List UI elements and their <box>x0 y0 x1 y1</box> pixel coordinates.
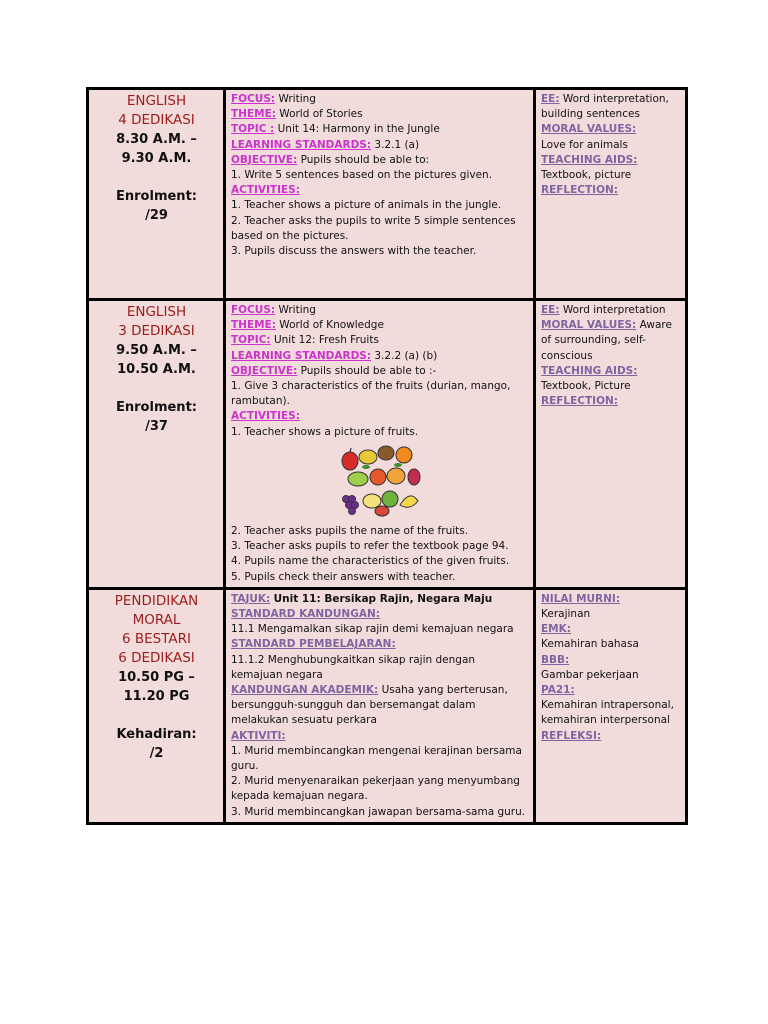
ee-value: Word interpretation, building sentences <box>541 93 669 121</box>
activity-item: 2. Teacher asks pupils the name of the fruits. <box>231 525 469 538</box>
reflection-label: REFLECTION: <box>541 395 618 408</box>
activity-item: 3. Murid membincangkan jawapan bersama-sama guru. <box>231 805 526 818</box>
learning-standards-value: 3.2.1 (a) <box>374 138 420 151</box>
start-time: 10.50 PG – <box>118 669 195 685</box>
moral-values-value: Love for animals <box>541 138 628 151</box>
activity-item: 2. Murid menyenaraikan pekerjaan yang menyumbang kepada kemajuan negara. <box>231 775 520 803</box>
attendance-value: /2 <box>149 745 164 761</box>
aktiviti-label: AKTIVITI: <box>231 729 286 742</box>
class-info-cell <box>88 588 225 823</box>
theme-label: THEME: <box>231 108 276 121</box>
theme-value: World of Stories <box>279 108 363 121</box>
activity-item: 1. Teacher shows a picture of animals in the jungle. <box>231 199 502 212</box>
pa21-value: Kemahiran intrapersonal, kemahiran interpersonal <box>541 699 674 727</box>
values-cell <box>535 300 687 589</box>
objective-label: OBJECTIVE: <box>231 153 298 166</box>
enrolment-label: Enrolment: <box>116 400 197 415</box>
refleksi-label: REFLEKSI: <box>541 729 602 742</box>
start-time: 9.50 A.M. – <box>116 343 197 358</box>
class-name: 6 BESTARI <box>121 630 192 647</box>
emk-value: Kemahiran bahasa <box>541 638 639 651</box>
lesson-content-cell <box>225 89 535 300</box>
focus-label: FOCUS: <box>231 304 276 316</box>
nilai-murni-value: Kerajinan <box>541 608 591 621</box>
teaching-aids-value: Textbook, Picture <box>541 380 631 393</box>
activity-item: 1. Murid membincangkan mengenai kerajinan bersama guru. <box>231 744 522 773</box>
objective-value: Pupils should be able to :- <box>300 364 437 377</box>
standard-pembelajaran-label: STANDARD PEMBELAJARAN: <box>231 638 396 651</box>
theme-label: THEME: <box>231 319 276 332</box>
enrolment-value: /29 <box>145 208 168 223</box>
ee-label: EE: <box>541 304 560 316</box>
focus-label: FOCUS: <box>231 93 276 105</box>
topic-label: TOPIC : <box>231 123 275 136</box>
fruit-basket-icon <box>231 443 529 522</box>
bbb-value: Gambar pekerjaan <box>541 668 639 681</box>
values-cell <box>535 588 687 823</box>
lesson-content-cell <box>225 588 535 823</box>
lesson-plan-table <box>86 87 688 825</box>
activity-item: 3. Pupils discuss the answers with the teacher. <box>231 245 477 258</box>
pa21-label: PA21: <box>541 684 575 697</box>
values-cell <box>535 89 687 300</box>
moral-values-label: MORAL VALUES: <box>541 319 637 332</box>
learning-standards-value: 3.2.2 (a) (b) <box>374 349 438 362</box>
reflection-label: REFLECTION: <box>541 184 618 197</box>
lesson-row-english-3-dedikasi <box>88 300 687 589</box>
theme-value: World of Knowledge <box>279 319 384 332</box>
nilai-murni-label: NILAI MURNI: <box>541 592 621 605</box>
moral-values-label: MORAL VALUES: <box>541 123 637 136</box>
enrolment-value: /37 <box>145 419 168 434</box>
start-time: 8.30 A.M. – <box>116 132 197 147</box>
subject-name: MORAL <box>132 611 181 628</box>
activity-item: 5. Pupils check their answers with teacher. <box>231 570 456 583</box>
subject-name: ENGLISH <box>126 304 187 320</box>
teaching-aids-label: TEACHING AIDS: <box>541 153 638 166</box>
end-time: 9.30 A.M. <box>121 151 192 166</box>
kandungan-akademik-label: KANDUNGAN AKADEMIK: <box>231 684 379 697</box>
kandungan-akademik-value: Usaha yang berterusan, bersungguh-sungguh dan bersemangat dalam melakukan sesuatu perkara <box>231 684 508 727</box>
emk-label: EMK: <box>541 623 571 636</box>
class-info-cell <box>88 89 225 300</box>
objective-value: Pupils should be able to: <box>300 153 430 166</box>
topic-label: TOPIC: <box>231 334 271 347</box>
attendance-label: Kehadiran: <box>116 726 197 742</box>
focus-value: Writing <box>278 93 316 105</box>
ee-label: EE: <box>541 93 560 105</box>
tajuk-label: TAJUK: <box>231 592 271 605</box>
class-info-cell <box>88 300 225 589</box>
subject-name: PENDIDIKAN <box>114 592 199 609</box>
lesson-row-english-4-dedikasi <box>88 89 687 300</box>
objective-label: OBJECTIVE: <box>231 364 298 377</box>
lesson-row-pendidikan-moral <box>88 588 687 823</box>
activities-label: ACTIVITIES: <box>231 410 300 423</box>
objective-item: 1. Give 3 characteristics of the fruits (durian, mango, rambutan). <box>231 380 511 408</box>
lesson-content-cell <box>225 300 535 589</box>
activity-item: 3. Teacher asks pupils to refer the textbook page 94. <box>231 540 509 553</box>
end-time: 10.50 A.M. <box>117 362 196 377</box>
moral-values-value: Aware of surrounding, self-conscious <box>541 319 672 362</box>
activity-item: 1. Teacher shows a picture of fruits. <box>231 425 419 438</box>
activity-item: 2. Teacher asks the pupils to write 5 simple sentences based on the pictures. <box>231 214 516 242</box>
standard-kandungan-value: 11.1 Mengamalkan sikap rajin demi kemajuan negara <box>231 623 514 636</box>
activity-item: 4. Pupils name the characteristics of the given fruits. <box>231 555 510 568</box>
teaching-aids-value: Textbook, picture <box>541 169 632 182</box>
class-name: 4 DEDIKASI <box>118 112 195 128</box>
class-name: 6 DEDIKASI <box>118 649 195 666</box>
topic-value: Unit 12: Fresh Fruits <box>273 334 379 347</box>
learning-standards-label: LEARNING STANDARDS: <box>231 138 372 151</box>
end-time: 11.20 PG <box>123 688 190 704</box>
learning-standards-label: LEARNING STANDARDS: <box>231 349 372 362</box>
bbb-label: BBB: <box>541 653 570 666</box>
activities-label: ACTIVITIES: <box>231 184 300 197</box>
teaching-aids-label: TEACHING AIDS: <box>541 364 638 377</box>
subject-name: ENGLISH <box>126 93 187 109</box>
enrolment-label: Enrolment: <box>116 189 197 204</box>
standard-pembelajaran-value: 11.1.2 Menghubungkaitkan sikap rajin dengan kemajuan negara <box>231 653 476 681</box>
standard-kandungan-label: STANDARD KANDUNGAN: <box>231 608 380 621</box>
topic-value: Unit 14: Harmony in the Jungle <box>277 123 440 136</box>
objective-item: 1. Write 5 sentences based on the pictures given. <box>231 169 493 182</box>
focus-value: Writing <box>278 304 316 316</box>
class-name: 3 DEDIKASI <box>118 323 195 339</box>
tajuk-value: Unit 11: Bersikap Rajin, Negara Maju <box>273 592 493 605</box>
ee-value: Word interpretation <box>562 304 666 316</box>
